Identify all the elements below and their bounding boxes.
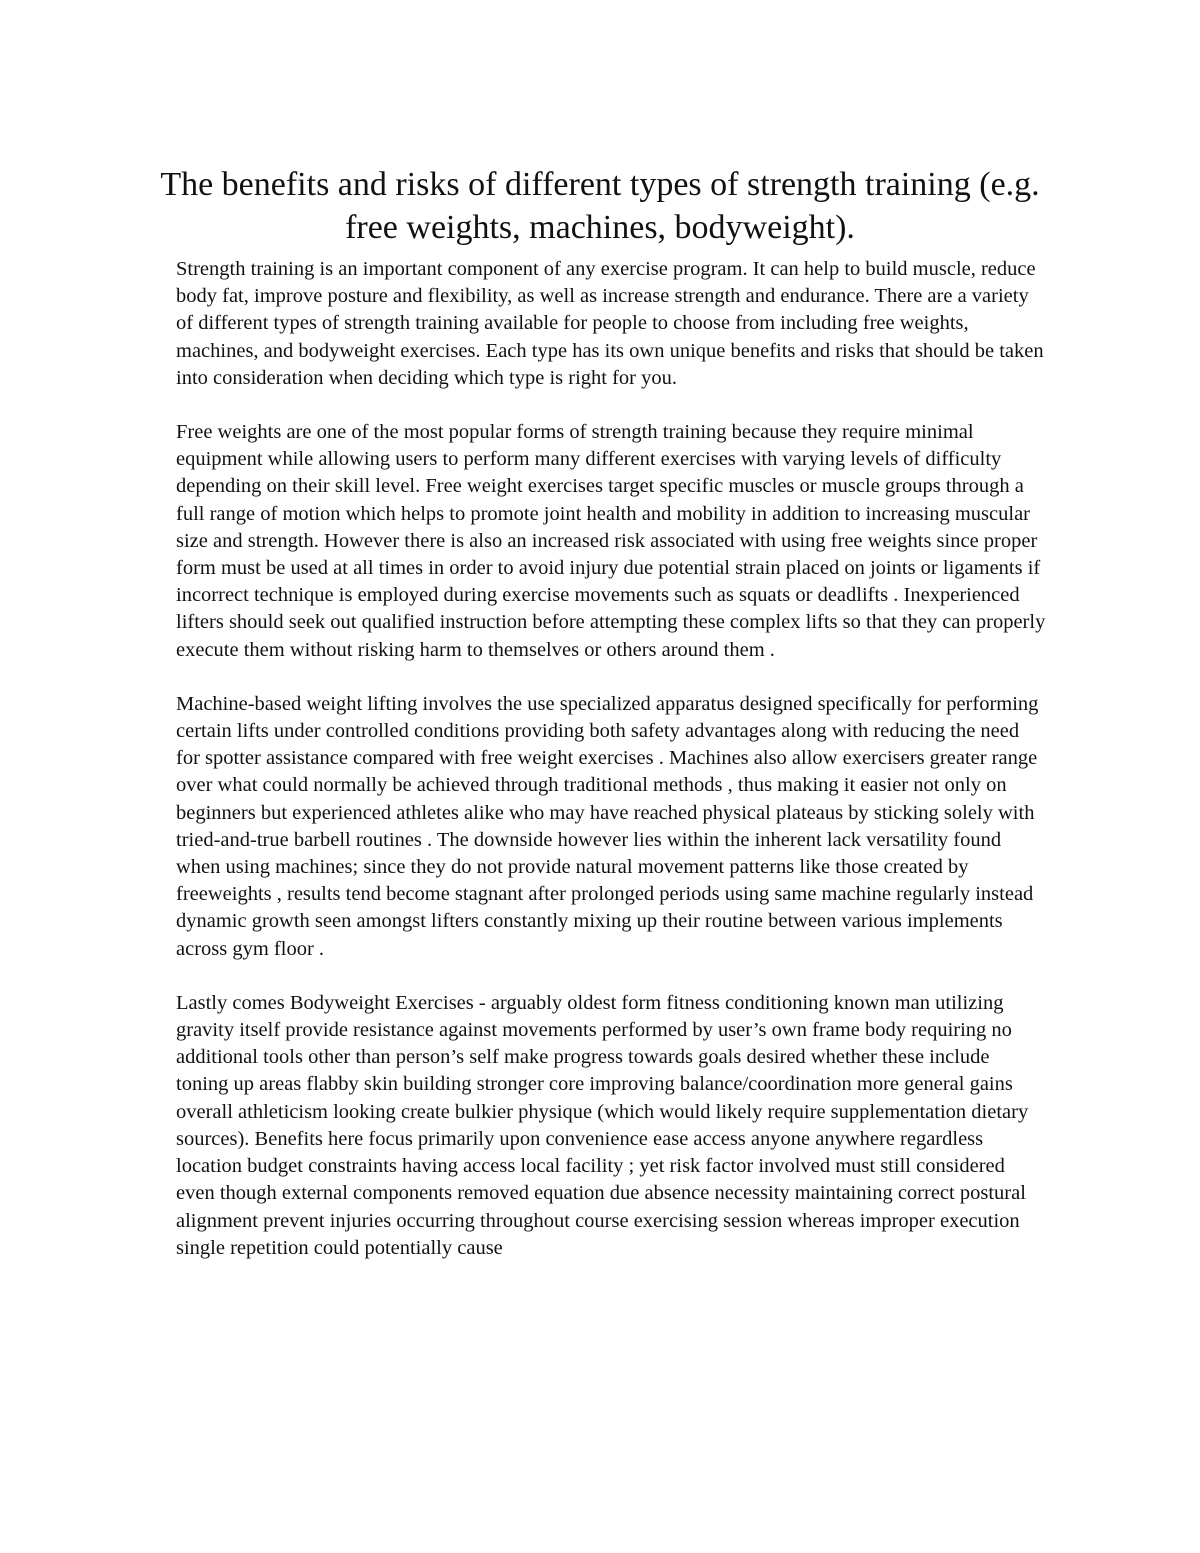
document-title: The benefits and risks of different types of strength training (e.g. free weights, machines, bodyweight). xyxy=(160,166,1040,246)
paragraph-intro: Strength training is an important component of any exercise program. It can help to build muscle, reduce body fat, improve posture and flexibility, as well as increase strength and endurance. There are a variety of different types of strength training available for people to choose from including free weights, machines, and bodyweight exercises. Each type has its own unique benefits and risks that should be taken into consideration when deciding which type is right for you. xyxy=(176,258,1044,389)
document-body xyxy=(176,256,1046,1289)
paragraph-free-weights: Free weights are one of the most popular forms of strength training because they require minimal equipment while allowing users to perform many different exercises with varying levels of difficulty depending on their skill level. Free weight exercises target specific muscles or muscle groups through a full range of motion which helps to promote joint health and mobility in addition to increasing muscular size and strength. However there is also an increased risk associated with using free weights since proper form must be used at all times in order to avoid injury due potential strain placed on joints or ligaments if incorrect technique is employed during exercise movements such as squats or deadlifts . Inexperienced lifters should seek out qualified instruction before attempting these complex lifts so that they can properly execute them without risking harm to themselves or others around them . xyxy=(176,421,1046,661)
paragraph-machines: Machine-based weight lifting involves the use specialized apparatus designed specifically for performing certain lifts under controlled conditions providing both safety advantages along with reducing the need for spotter assistance compared with free weight exercises . Machines also allow exercisers greater range over what could normally be achieved through traditional methods , thus making it easier not only on beginners but experienced athletes alike who may have reached physical plateaus by sticking solely with tried-and-true barbell routines . The downside however lies within the inherent lack versatility found when using machines; since they do not provide natural movement patterns like those created by freeweights , results tend become stagnant after prolonged periods using same machine regularly instead dynamic growth seen amongst lifters constantly mixing up their routine between various implements across gym floor . xyxy=(176,692,1039,960)
paragraph-bodyweight: Lastly comes Bodyweight Exercises - arguably oldest form fitness conditioning known man utilizing gravity itself provide resistance against movements performed by user’s own frame body requiring no additional tools other than person’s self make progress towards goals desired whether these include toning up areas flabby skin building stronger core improving balance/coordination more general gains overall athleticism looking create bulkier physique (which would likely require supplementation dietary sources). Benefits here focus primarily upon convenience ease access anyone anywhere regardless location budget constraints having access local facility ; yet risk factor involved must still considered even though external components removed equation due absence necessity maintaining correct postural alignment prevent injuries occurring throughout course exercising session whereas improper execution single repetition could potentially cause xyxy=(176,991,1029,1259)
